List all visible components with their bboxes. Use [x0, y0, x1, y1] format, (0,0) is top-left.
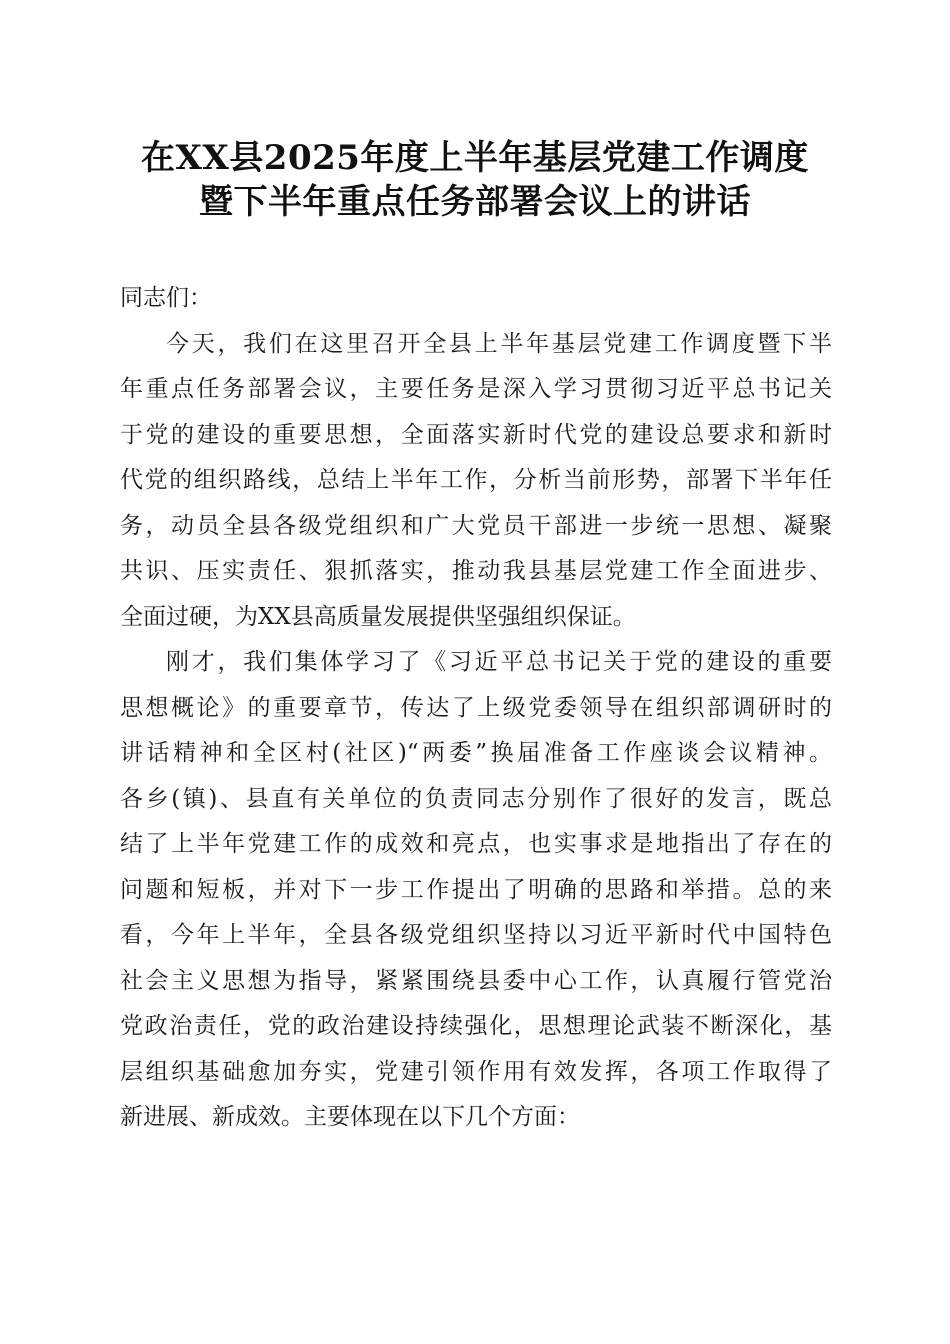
- paragraph-line: 问题和短板，并对下一步工作提出了明确的思路和举措。总的来: [120, 876, 832, 903]
- title-line-1: 在XX县2025年度上半年基层党建工作调度: [141, 138, 809, 178]
- paragraph-line: 刚才，我们集体学习了《习近平总书记关于党的建设的重要: [166, 649, 832, 675]
- paragraph-2: [120, 640, 832, 1141]
- paragraph-line: 代党的组织路线，总结上半年工作，分析当前形势，部署下半年任: [120, 467, 832, 493]
- title-line-2: 暨下半年重点任务部署会议上的讲话: [199, 182, 751, 222]
- paragraph-line: 结了上半年党建工作的成效和亮点，也实事求是地指出了存在的: [120, 831, 832, 857]
- paragraph-line: 共识、压实责任、狠抓落实，推动我县基层党建工作全面进步、: [120, 558, 832, 584]
- paragraph-line: 今天，我们在这里召开全县上半年基层党建工作调度暨下半: [166, 330, 832, 357]
- document-body: [120, 276, 832, 1141]
- paragraph-line: 讲话精神和全区村(社区)“两委”换届准备工作座谈会议精神。: [120, 740, 832, 766]
- paragraph-line: 年重点任务部署会议，主要任务是深入学习贯彻习近平总书记关: [120, 376, 832, 402]
- paragraph-line: 社会主义思想为指导，紧紧围绕县委中心工作，认真履行管党治: [120, 967, 832, 994]
- paragraph-line: 全面过硬，为XX县高质量发展提供坚强组织保证。: [120, 603, 636, 630]
- paragraph-line: 务，动员全县各级党组织和广大党员干部进一步统一思想、凝聚: [120, 512, 832, 539]
- greeting: 同志们：: [120, 285, 212, 311]
- paragraph-line: 于党的建设的重要思想，全面落实新时代党的建设总要求和新时: [120, 421, 832, 448]
- paragraph-line: 看，今年上半年，全县各级党组织坚持以习近平新时代中国特色: [120, 922, 832, 948]
- paragraph-line: 新进展、新成效。主要体现在以下几个方面：: [120, 1104, 580, 1130]
- document-title: [80, 136, 870, 224]
- paragraph-line: 思想概论》的重要章节，传达了上级党委领导在组织部调研时的: [120, 694, 832, 721]
- paragraph-line: 各乡(镇)、县直有关单位的负责同志分别作了很好的发言，既总: [120, 785, 832, 812]
- paragraph-1: [120, 322, 832, 641]
- paragraph-line: 层组织基础愈加夯实，党建引领作用有效发挥，各项工作取得了: [120, 1058, 832, 1085]
- paragraph-line: 党政治责任，党的政治建设持续强化，思想理论武装不断深化，基: [120, 1013, 832, 1039]
